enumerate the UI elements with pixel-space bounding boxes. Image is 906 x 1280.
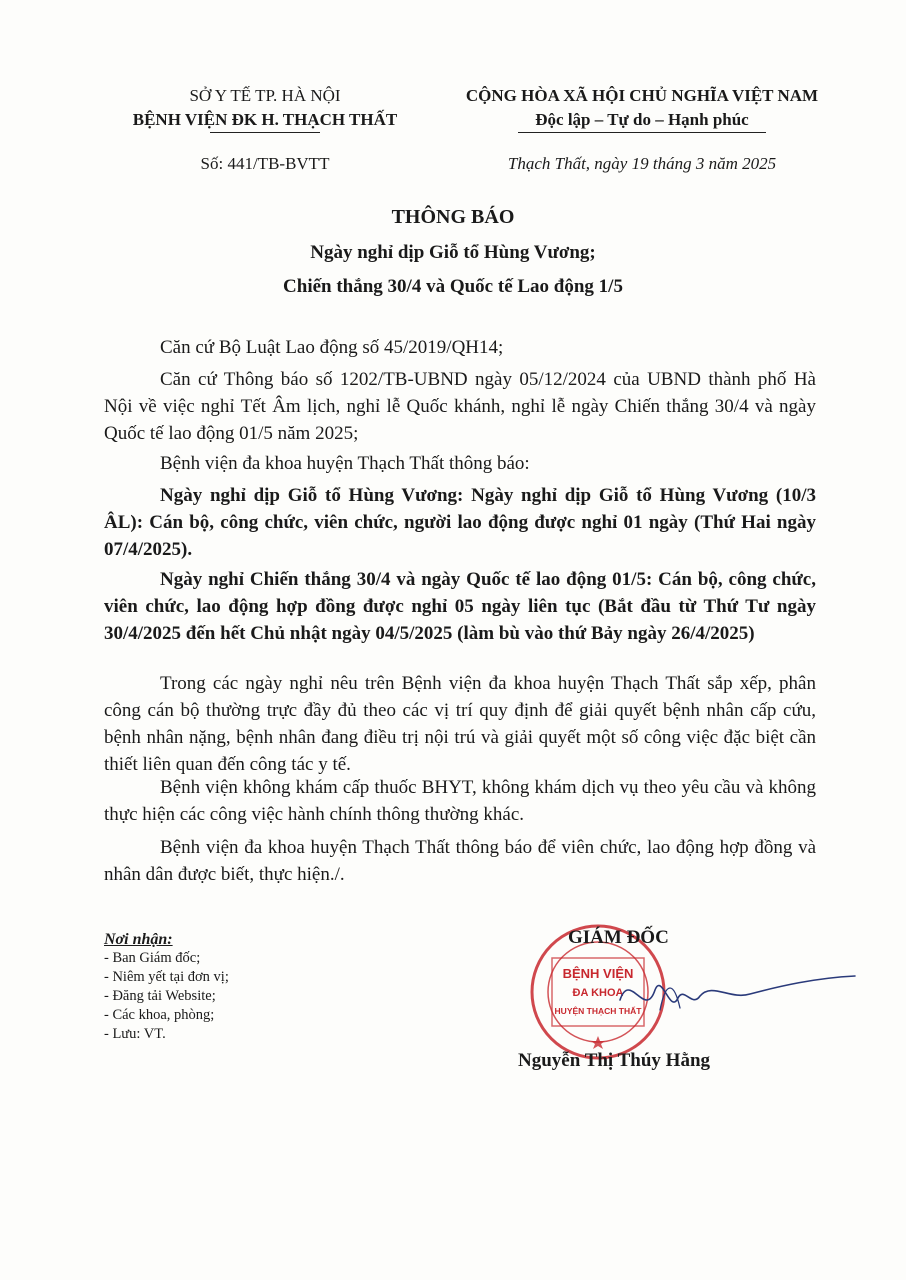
document-subtitle-2: Chiến thắng 30/4 và Quốc tế Lao động 1/5	[283, 276, 623, 297]
paragraph-april-may-holiday: Ngày nghỉ Chiến thắng 30/4 và ngày Quốc tế lao động 01/5: Cán bộ, công chức, viên chức, lao động hợp đồng được nghỉ 05 ngày liên tục (Bắt đầu từ Thứ Tư ngày 30/4/2025 đến hết Chủ nhật ngày 04/5/2025 (làm bù vào thứ Bảy ngày 26/4/2025)	[104, 569, 816, 644]
paragraph-closing: Bệnh viện đa khoa huyện Thạch Thất thông báo để viên chức, lao động hợp đồng và nhân dân được biết, thực hiện./.	[104, 837, 816, 885]
header-left	[104, 84, 426, 132]
signatory-name: Nguyễn Thị Thúy Hằng	[518, 1050, 711, 1071]
recipients-block	[104, 930, 229, 1044]
document-title: THÔNG BÁO	[391, 206, 515, 228]
recipient-item: - Đăng tải Website;	[104, 988, 216, 1004]
paragraph-service-suspension: Bệnh viện không khám cấp thuốc BHYT, không khám dịch vụ theo yêu cầu và không thực hiện các công việc hành chính thông thường khác.	[104, 777, 816, 825]
header-right	[432, 84, 852, 132]
recipient-item: - Niêm yết tại đơn vị;	[104, 969, 229, 985]
stamp-line-1: BỆNH VIỆN	[562, 966, 634, 981]
signatory-title: GIÁM ĐỐC	[568, 927, 669, 948]
paragraph-hung-vuong-holiday: Ngày nghỉ dịp Giỗ tổ Hùng Vương: Ngày nghỉ dịp Giỗ tổ Hùng Vương (10/3 ÂL): Cán bộ, công chức, viên chức, người lao động được nghỉ 01 ngày (Thứ Hai ngày 07/4/2025).	[104, 485, 816, 560]
recipient-item: - Ban Giám đốc;	[104, 950, 201, 966]
header-left-underline	[210, 132, 320, 133]
recipient-item: - Lưu: VT.	[104, 1026, 166, 1042]
stamp-line-2: ĐA KHOA	[572, 987, 624, 999]
paragraph-legal-basis-1: Căn cứ Bộ Luật Lao động số 45/2019/QH14;	[160, 337, 504, 358]
handwritten-signature-icon	[600, 960, 860, 1030]
paragraph-announce: Bệnh viện đa khoa huyện Thạch Thất thông báo:	[160, 453, 530, 474]
nation-title: CỘNG HÒA XÃ HỘI CHỦ NGHĨA VIỆT NAM	[465, 86, 819, 105]
stamp-star-icon	[591, 1036, 605, 1049]
document-subtitle-1: Ngày nghỉ dịp Giỗ tổ Hùng Vương;	[310, 242, 596, 263]
issuing-unit: BỆNH VIỆN ĐK H. THẠCH THẤT	[132, 110, 398, 129]
motto-underline	[518, 132, 766, 133]
document-number: Số: 441/TB-BVTT	[200, 154, 330, 173]
issuing-agency: SỞ Y TẾ TP. HÀ NỘI	[189, 86, 341, 105]
stamp-line-3: HUYỆN THẠCH THẤT	[554, 1006, 642, 1016]
recipient-item: - Các khoa, phòng;	[104, 1007, 215, 1023]
nation-motto: Độc lập – Tự do – Hạnh phúc	[535, 110, 749, 129]
place-date: Thạch Thất, ngày 19 tháng 3 năm 2025	[507, 154, 777, 173]
recipients-label: Nơi nhận:	[104, 931, 173, 948]
paragraph-legal-basis-2: Căn cứ Thông báo số 1202/TB-UBND ngày 05/12/2024 của UBND thành phố Hà Nội về việc nghỉ Tết Âm lịch, nghỉ lễ Quốc khánh, nghỉ lễ ngày Chiến thắng 30/4 và ngày Quốc tế lao động 01/5 năm 2025;	[104, 369, 816, 444]
paragraph-duty-arrangement: Trong các ngày nghỉ nêu trên Bệnh viện đa khoa huyện Thạch Thất sắp xếp, phân công cán bộ thường trực đầy đủ theo các vị trí quy định để giải quyết bệnh nhân cấp cứu, bệnh nhân nặng, bệnh nhân đang điều trị nội trú và giải quyết một số công việc đặc biệt cần thiết liên quan đến công tác y tế.	[104, 673, 816, 775]
